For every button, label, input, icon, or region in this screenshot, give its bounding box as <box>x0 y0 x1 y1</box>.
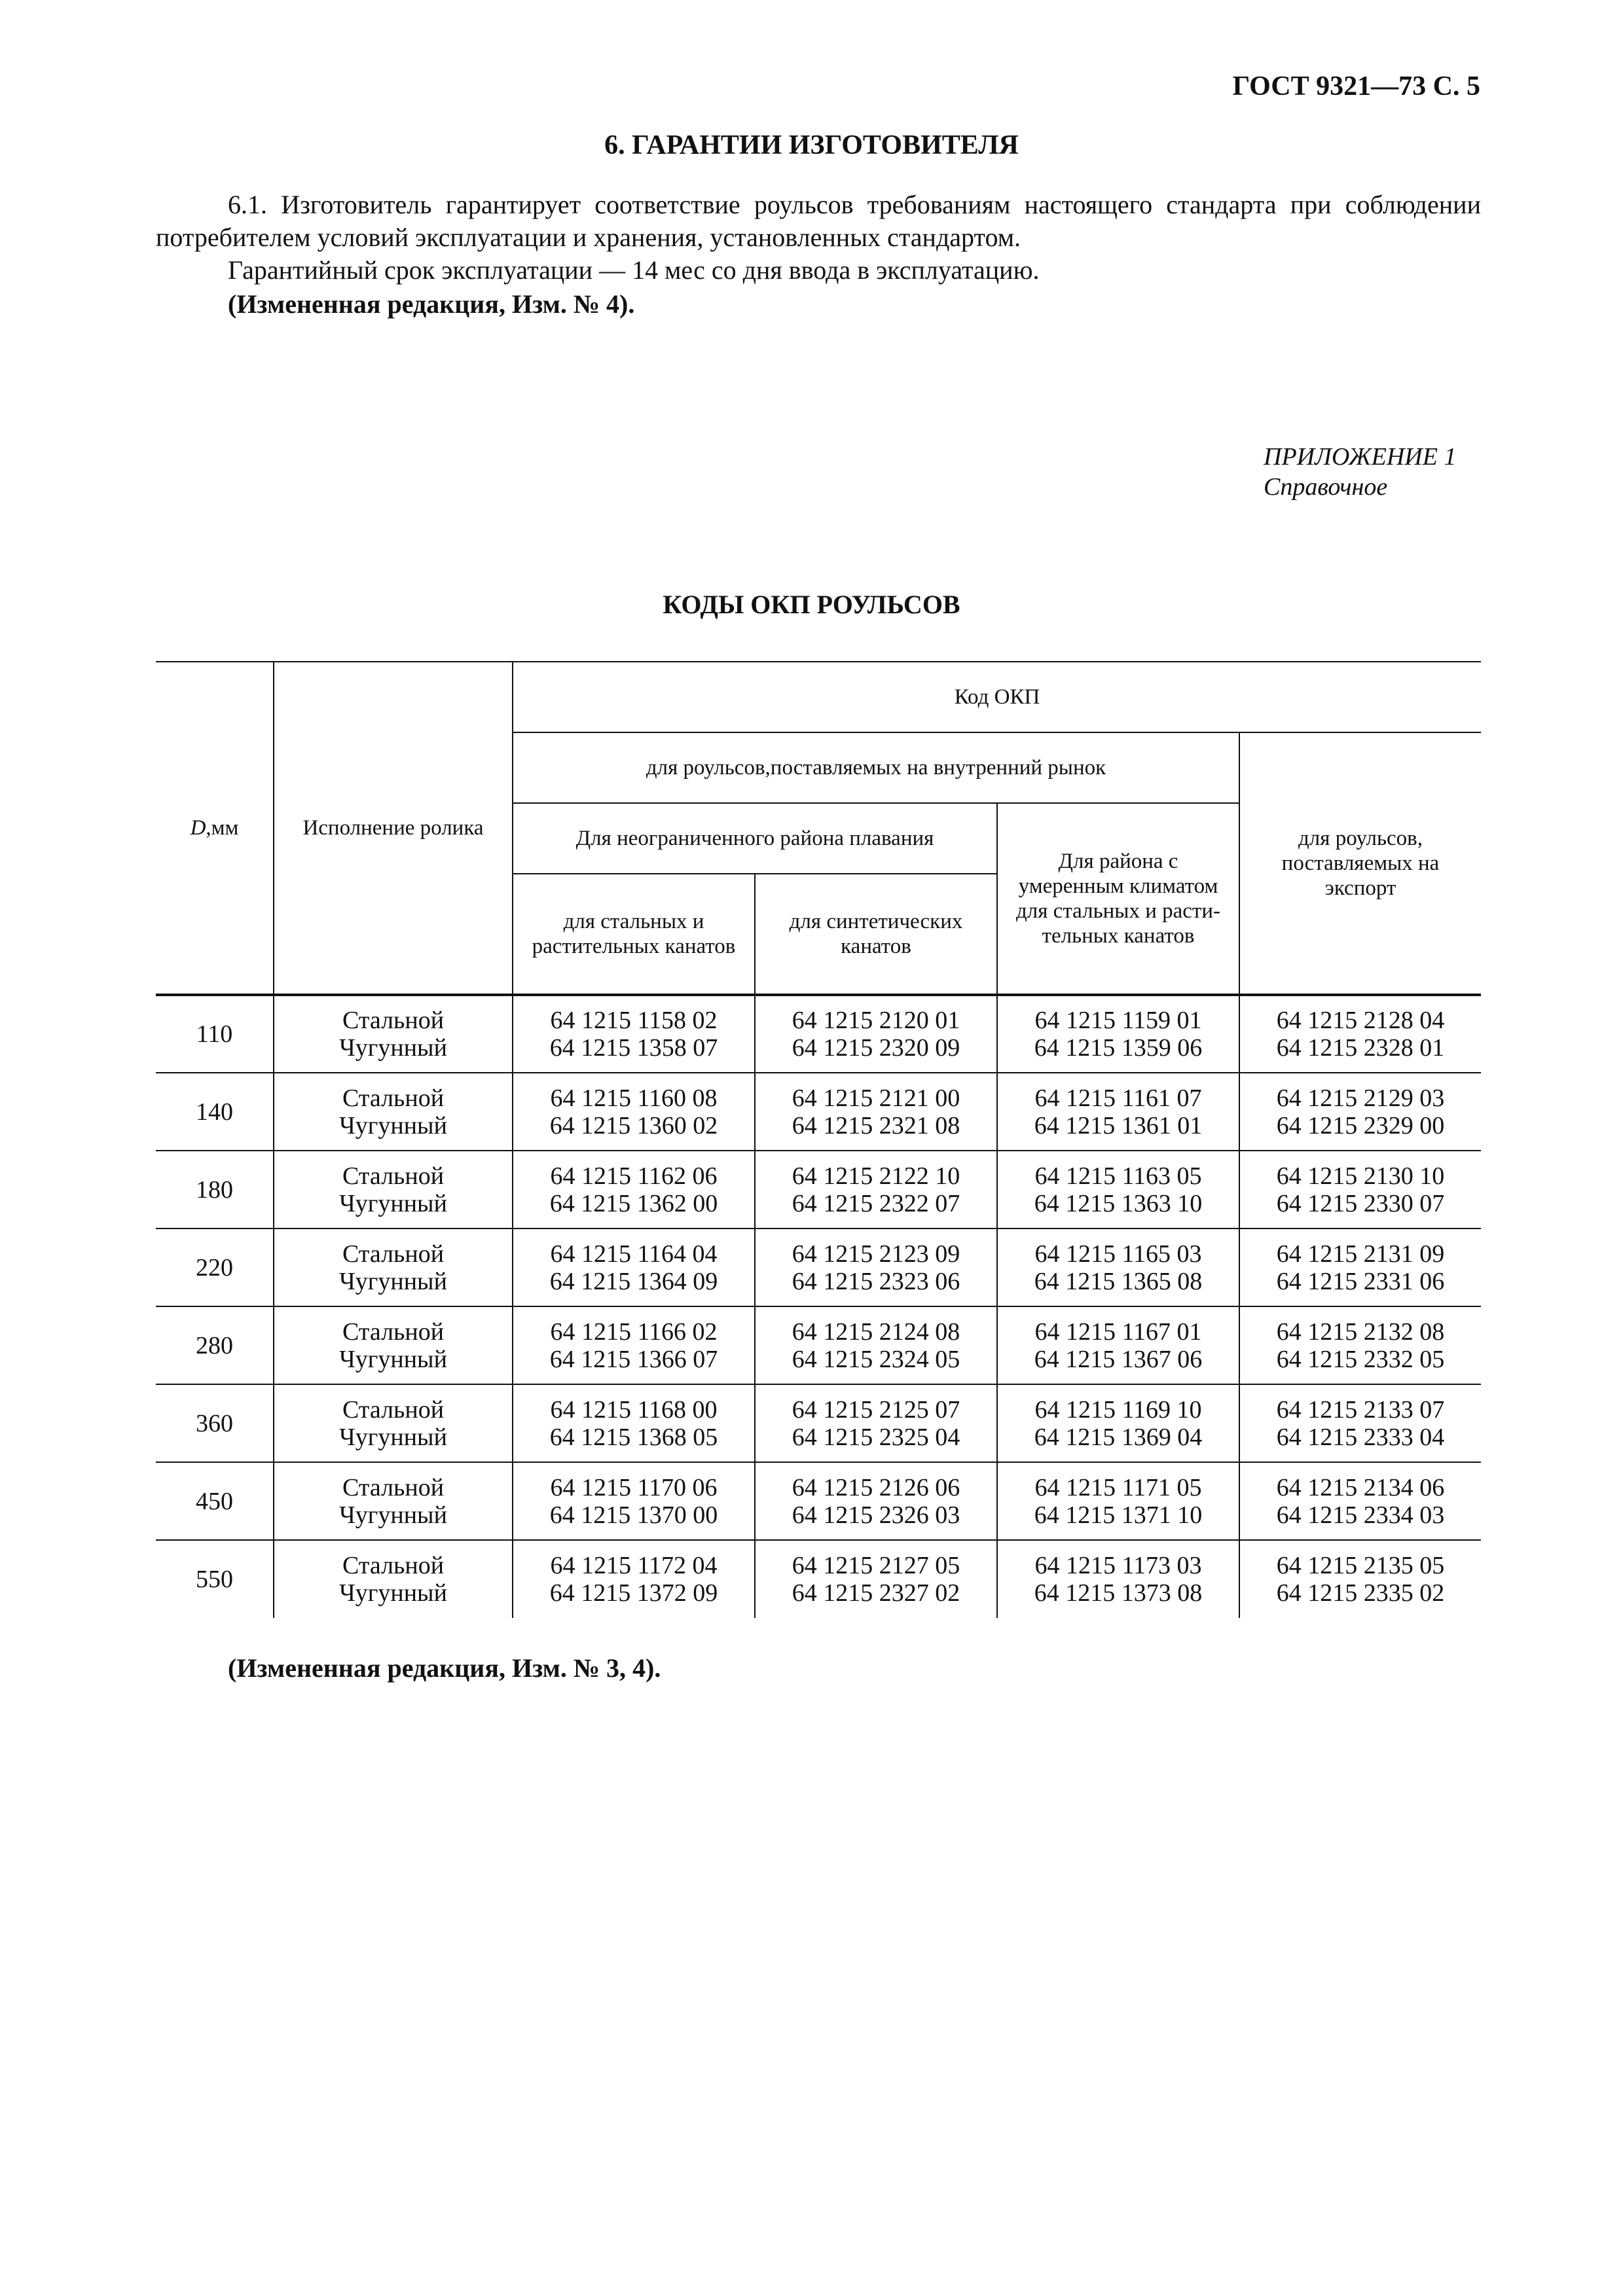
cell-code-temperate <box>997 1540 1239 1618</box>
cell-code-export-line: 64 1215 2331 06 <box>1276 1267 1445 1295</box>
cell-code-synthetic-line: 64 1215 2122 10 <box>792 1162 960 1190</box>
section-title: 6. ГАРАНТИИ ИЗГОТОВИТЕЛЯ <box>604 130 1019 160</box>
cell-code-temperate-line: 64 1215 1161 07 <box>1034 1084 1202 1112</box>
cell-code-export <box>1239 1306 1481 1384</box>
cell-code-temperate-line: 64 1215 1371 10 <box>1034 1501 1203 1529</box>
table-row <box>156 1151 1481 1229</box>
cell-code-export-line: 64 1215 2332 05 <box>1276 1345 1445 1373</box>
cell-code-steel-plant <box>513 1384 755 1462</box>
cell-code-export <box>1239 1462 1481 1540</box>
cell-code-export-line: 64 1215 2334 03 <box>1276 1501 1445 1529</box>
cell-code-temperate <box>997 1229 1239 1306</box>
header-diameter-unit: ,мм <box>206 816 239 840</box>
cell-code-temperate <box>997 1384 1239 1462</box>
cell-code-export-line: 64 1215 2129 03 <box>1276 1084 1445 1112</box>
cell-code-steel-plant-line: 64 1215 1368 05 <box>549 1423 718 1451</box>
header-unlimited-area: Для неограниченного района плавания <box>513 803 997 874</box>
header-domestic: для роульсов,поставляемых на внутренний рынок <box>513 732 1239 803</box>
cell-diameter <box>156 1384 274 1462</box>
cell-code-export-line: 64 1215 2333 04 <box>1276 1423 1445 1451</box>
header-diameter <box>156 662 274 995</box>
cell-diameter <box>156 1151 274 1229</box>
table-row <box>156 1462 1481 1540</box>
cell-code-steel-plant <box>513 1540 755 1618</box>
cell-execution <box>274 1540 513 1618</box>
cell-code-temperate-line: 64 1215 1171 05 <box>1034 1473 1202 1501</box>
cell-diameter-line: 220 <box>196 1253 233 1282</box>
cell-code-export-line: 64 1215 2130 10 <box>1276 1162 1445 1190</box>
header-steel-plant-ropes: для стальных и растительных канатов <box>513 874 755 995</box>
cell-diameter-line: 280 <box>196 1331 233 1359</box>
cell-code-export <box>1239 1073 1481 1151</box>
cell-code-export-line: 64 1215 2328 01 <box>1276 1034 1445 1062</box>
cell-code-temperate-line: 64 1215 1167 01 <box>1034 1318 1202 1346</box>
cell-execution-line: Чугунный <box>339 1189 447 1217</box>
cell-code-export-line: 64 1215 2133 07 <box>1276 1395 1445 1424</box>
cell-code-export-line: 64 1215 2330 07 <box>1276 1189 1445 1217</box>
cell-code-steel-plant-line: 64 1215 1170 06 <box>550 1473 718 1501</box>
cell-diameter-line: 140 <box>196 1098 233 1126</box>
cell-code-export <box>1239 1540 1481 1618</box>
appendix-number: ПРИЛОЖЕНИЕ 1 <box>1264 443 1457 471</box>
cell-code-synthetic <box>755 1384 997 1462</box>
cell-code-temperate <box>997 1306 1239 1384</box>
cell-diameter-line: 360 <box>196 1409 233 1437</box>
cell-code-temperate <box>997 1151 1239 1229</box>
cell-diameter-line: 180 <box>196 1175 233 1204</box>
cell-code-steel-plant-line: 64 1215 1366 07 <box>549 1345 718 1373</box>
cell-execution-line: Чугунный <box>339 1111 447 1139</box>
cell-code-export-line: 64 1215 2132 08 <box>1276 1318 1445 1346</box>
cell-code-synthetic <box>755 1540 997 1618</box>
cell-execution-line: Стальной <box>342 1395 445 1424</box>
cell-code-steel-plant-line: 64 1215 1158 02 <box>550 1007 718 1034</box>
page-header: ГОСТ 9321—73 С. 5 <box>1232 71 1480 101</box>
cell-code-steel-plant <box>513 1462 755 1540</box>
cell-code-temperate <box>997 1462 1239 1540</box>
cell-code-synthetic <box>755 1306 997 1384</box>
cell-code-temperate-line: 64 1215 1367 06 <box>1034 1345 1203 1373</box>
cell-code-synthetic <box>755 1462 997 1540</box>
cell-code-synthetic-line: 64 1215 2120 01 <box>792 1007 960 1034</box>
cell-execution-line: Стальной <box>342 1240 445 1268</box>
cell-code-export-line: 64 1215 2135 05 <box>1276 1552 1445 1579</box>
okp-codes-table <box>156 661 1481 1618</box>
cell-code-export <box>1239 995 1481 1073</box>
cell-code-synthetic-line: 64 1215 2121 00 <box>792 1084 960 1112</box>
cell-execution <box>274 1151 513 1229</box>
cell-code-steel-plant-line: 64 1215 1172 04 <box>550 1552 718 1579</box>
table-row <box>156 1540 1481 1618</box>
cell-code-temperate-line: 64 1215 1361 01 <box>1034 1111 1203 1139</box>
cell-code-temperate-line: 64 1215 1159 01 <box>1034 1007 1202 1034</box>
cell-code-temperate-line: 64 1215 1165 03 <box>1034 1240 1202 1268</box>
cell-code-synthetic <box>755 1229 997 1306</box>
header-export: для роульсов, поставляемых на экспорт <box>1239 732 1481 995</box>
cell-code-export <box>1239 1384 1481 1462</box>
cell-execution-line: Стальной <box>342 1473 445 1501</box>
paragraph-warranty-term: Гарантийный срок эксплуатации — 14 мес со дня ввода в эксплуатацию. <box>228 255 1040 285</box>
header-okp-code: Код ОКП <box>513 662 1481 732</box>
cell-code-steel-plant <box>513 1229 755 1306</box>
cell-code-temperate-line: 64 1215 1169 10 <box>1034 1395 1202 1424</box>
cell-code-steel-plant-line: 64 1215 1364 09 <box>549 1267 718 1295</box>
cell-code-temperate-line: 64 1215 1369 04 <box>1034 1423 1203 1451</box>
cell-code-synthetic-line: 64 1215 2326 03 <box>792 1501 960 1529</box>
cell-execution <box>274 1306 513 1384</box>
cell-code-steel-plant <box>513 1151 755 1229</box>
cell-diameter-line: 110 <box>196 1020 233 1048</box>
cell-code-temperate <box>997 995 1239 1073</box>
cell-code-synthetic-line: 64 1215 2126 06 <box>792 1473 960 1501</box>
cell-code-export-line: 64 1215 2335 02 <box>1276 1579 1445 1607</box>
cell-code-steel-plant-line: 64 1215 1168 00 <box>550 1395 718 1424</box>
cell-code-synthetic <box>755 1151 997 1229</box>
cell-code-steel-plant <box>513 1306 755 1384</box>
cell-code-synthetic-line: 64 1215 2124 08 <box>792 1318 960 1346</box>
cell-execution <box>274 1384 513 1462</box>
cell-code-synthetic-line: 64 1215 2127 05 <box>792 1552 960 1579</box>
cell-code-steel-plant-line: 64 1215 1358 07 <box>549 1034 718 1062</box>
header-diameter-letter: D <box>190 816 206 840</box>
cell-execution-line: Стальной <box>342 1552 445 1579</box>
cell-code-synthetic <box>755 1073 997 1151</box>
cell-code-synthetic-line: 64 1215 2125 07 <box>792 1395 960 1424</box>
cell-diameter-line: 550 <box>196 1566 233 1593</box>
cell-execution-line: Чугунный <box>339 1423 447 1451</box>
table-row <box>156 1073 1481 1151</box>
cell-execution-line: Стальной <box>342 1318 445 1346</box>
cell-code-export <box>1239 1151 1481 1229</box>
cell-code-steel-plant <box>513 995 755 1073</box>
table-row <box>156 995 1481 1073</box>
cell-code-synthetic-line: 64 1215 2321 08 <box>792 1111 960 1139</box>
cell-code-synthetic-line: 64 1215 2322 07 <box>792 1189 960 1217</box>
cell-execution <box>274 1229 513 1306</box>
table-title: КОДЫ ОКП РОУЛЬСОВ <box>663 590 960 619</box>
cell-code-synthetic-line: 64 1215 2320 09 <box>792 1034 960 1062</box>
cell-diameter <box>156 995 274 1073</box>
appendix-label <box>1264 442 1456 502</box>
cell-code-steel-plant-line: 64 1215 1162 06 <box>550 1162 718 1190</box>
cell-code-temperate-line: 64 1215 1365 08 <box>1034 1267 1203 1295</box>
cell-execution-line: Чугунный <box>339 1267 447 1295</box>
cell-diameter <box>156 1462 274 1540</box>
cell-code-export-line: 64 1215 2128 04 <box>1276 1007 1445 1034</box>
cell-code-temperate-line: 64 1215 1173 03 <box>1034 1552 1202 1579</box>
cell-execution-line: Стальной <box>342 1084 445 1112</box>
cell-code-steel-plant-line: 64 1215 1360 02 <box>549 1111 718 1139</box>
cell-code-temperate-line: 64 1215 1363 10 <box>1034 1189 1203 1217</box>
cell-code-steel-plant-line: 64 1215 1160 08 <box>550 1084 718 1112</box>
cell-execution-line: Чугунный <box>339 1034 447 1062</box>
cell-execution-line: Чугунный <box>339 1579 447 1607</box>
header-execution: Исполнение ролика <box>274 662 513 995</box>
cell-code-synthetic-line: 64 1215 2323 06 <box>792 1267 960 1295</box>
cell-execution <box>274 1073 513 1151</box>
cell-execution-line: Стальной <box>342 1007 445 1034</box>
cell-execution <box>274 995 513 1073</box>
cell-diameter <box>156 1229 274 1306</box>
header-synthetic-ropes: для синтетических канатов <box>755 874 997 995</box>
cell-code-export-line: 64 1215 2134 06 <box>1276 1473 1445 1501</box>
cell-code-temperate-line: 64 1215 1359 06 <box>1034 1034 1203 1062</box>
cell-code-steel-plant-line: 64 1215 1164 04 <box>550 1240 718 1268</box>
cell-code-synthetic-line: 64 1215 2327 02 <box>792 1579 960 1607</box>
cell-code-export <box>1239 1229 1481 1306</box>
cell-diameter-line: 450 <box>196 1487 233 1515</box>
cell-code-temperate-line: 64 1215 1163 05 <box>1034 1162 1202 1190</box>
cell-code-export-line: 64 1215 2329 00 <box>1276 1111 1445 1139</box>
cell-execution <box>274 1462 513 1540</box>
cell-code-synthetic-line: 64 1215 2123 09 <box>792 1240 960 1268</box>
cell-execution-line: Чугунный <box>339 1501 447 1529</box>
cell-code-synthetic-line: 64 1215 2325 04 <box>792 1423 960 1451</box>
cell-code-steel-plant-line: 64 1215 1372 09 <box>549 1579 718 1607</box>
table-row <box>156 1306 1481 1384</box>
cell-code-temperate <box>997 1073 1239 1151</box>
cell-code-synthetic-line: 64 1215 2324 05 <box>792 1345 960 1373</box>
cell-execution-line: Стальной <box>342 1162 445 1190</box>
cell-execution-line: Чугунный <box>339 1345 447 1373</box>
cell-code-steel-plant-line: 64 1215 1370 00 <box>549 1501 718 1529</box>
cell-diameter <box>156 1540 274 1618</box>
cell-code-temperate-line: 64 1215 1373 08 <box>1034 1579 1203 1607</box>
table-row <box>156 1229 1481 1306</box>
cell-code-steel-plant <box>513 1073 755 1151</box>
footnote-amendment: (Измененная редакция, Изм. № 3, 4). <box>228 1653 661 1683</box>
paragraph-6-1: 6.1. Изготовитель гарантирует соответствие роульсов требованиям настоящего стандарта при соблюдении потребителем условий эксплуатации и хранения, установленных стандартом. <box>156 190 1481 252</box>
paragraph-amendment: (Измененная редакция, Изм. № 4). <box>228 289 635 319</box>
cell-code-steel-plant-line: 64 1215 1362 00 <box>549 1189 718 1217</box>
cell-code-export-line: 64 1215 2131 09 <box>1276 1240 1445 1268</box>
appendix-type: Справочное <box>1264 473 1388 501</box>
cell-diameter <box>156 1306 274 1384</box>
cell-diameter <box>156 1073 274 1151</box>
cell-code-synthetic <box>755 995 997 1073</box>
table-row <box>156 1384 1481 1462</box>
header-temperate-climate: Для района с умеренным климатом для стальных и расти-тельных канатов <box>997 803 1239 995</box>
cell-code-steel-plant-line: 64 1215 1166 02 <box>550 1318 718 1346</box>
